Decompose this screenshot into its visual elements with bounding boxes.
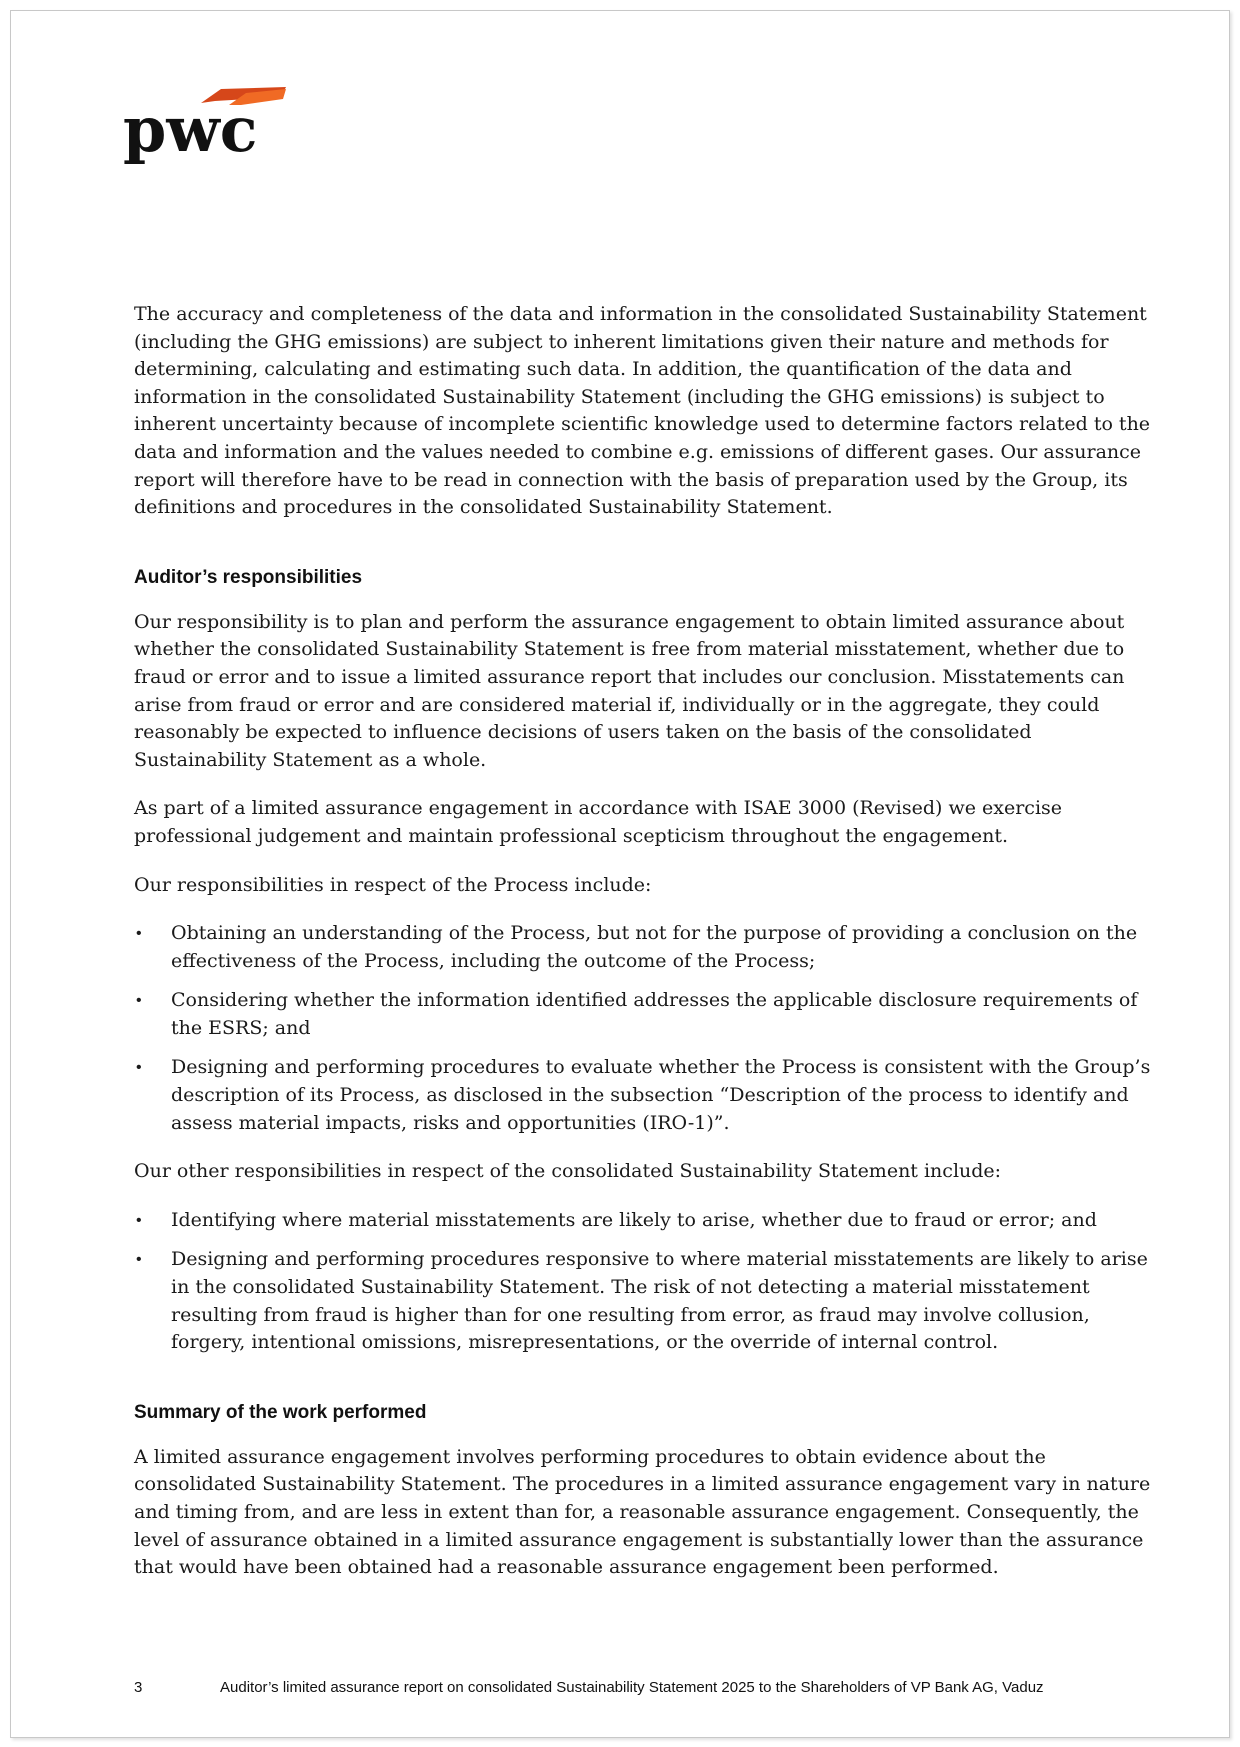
list-item: • Obtaining an understanding of the Process, but not for the purpose of providing a conclusion on the effectiveness of the Process, including the outcome of the Process; (134, 920, 1154, 975)
isae-paragraph: As part of a limited assurance engagement in accordance with ISAE 3000 (Revised) we exercise professional judgement and maintain professional scepticism throughout the engagement. (134, 797, 1063, 847)
responsibility-paragraph: Our responsibility is to plan and perform the assurance engagement to obtain limited assurance about whether the consolidated Sustainability Statement is free from material misstatement, whether due to fraud or error and to issue a limited assurance report that includes our conclusion. Misstatements can arise from fraud or error and are considered material if, individually or in the aggregate, they could reasonably be expected to influence decisions of users taken on the basis of the consolidated Sustainability Statement as a whole. (134, 610, 1125, 771)
intro-paragraph: The accuracy and completeness of the data and information in the consolidated Sustainability Statement (including the GHG emissions) are subject to inherent limitations given their nature and methods for determining, calculating and estimating such data. In addition, the quantification of the data and information in the consolidated Sustainability Statement (including the GHG emissions) is subject to inherent uncertainty because of incomplete scientific knowledge used to determine factors related to the data and information and the values needed to combine e.g. emissions of different gases. Our assurance report will therefore have to be read in connection with the basis of preparation used by the Group, its definitions and procedures in the consolidated Sustainability Statement. (134, 303, 1151, 519)
document-page (10, 10, 1230, 1738)
pwc-logo-text: pwc (123, 93, 258, 166)
report-body (134, 301, 1154, 1603)
pwc-logo (123, 83, 293, 175)
summary-paragraph: A limited assurance engagement involves performing procedures to obtain evidence about the consolidated Sustainability Statement. The procedures in a limited assurance engagement vary in nature and timing from, and are less in extent than for, a reasonable assurance engagement. Consequently, the level of assurance obtained in a limited assurance engagement is substantially lower than the assurance that would have been obtained had a reasonable assurance engagement been performed. (134, 1445, 1151, 1579)
footer-text: Auditor’s limited assurance report on consolidated Sustainability Statement 2025 to the Shareholders of VP Bank AG, Vaduz (220, 1679, 1044, 1696)
page-number: 3 (134, 1679, 143, 1696)
other-responsibilities-intro: Our other responsibilities in respect of the consolidated Sustainability Statement include: (134, 1160, 1002, 1183)
list-item: • Identifying where material misstatements are likely to arise, whether due to fraud or error; and (134, 1207, 1154, 1235)
pwc-logo-icon (123, 83, 293, 175)
summary-heading: Summary of the work performed (134, 1401, 427, 1423)
process-list (134, 920, 1154, 1137)
other-responsibilities-list (134, 1207, 1154, 1357)
list-item: • Designing and performing procedures responsive to where material misstatements are likely to arise in the consolidated Sustainability Statement. The risk of not detecting a material misstatement resulting from fraud is higher than for one resulting from error, as fraud may involve collusion, forgery, intentional omissions, misrepresentations, or the override of internal control. (134, 1246, 1154, 1356)
list-item: • Considering whether the information identified addresses the applicable disclosure requirements of the ESRS; and (134, 987, 1154, 1042)
process-intro: Our responsibilities in respect of the Process include: (134, 873, 652, 896)
list-item: • Designing and performing procedures to evaluate whether the Process is consistent with the Group’s description of its Process, as disclosed in the subsection “Description of the process to identify and assess material impacts, risks and opportunities (IRO-1)”. (134, 1054, 1154, 1137)
auditors-responsibilities-heading: Auditor’s responsibilities (134, 566, 363, 588)
